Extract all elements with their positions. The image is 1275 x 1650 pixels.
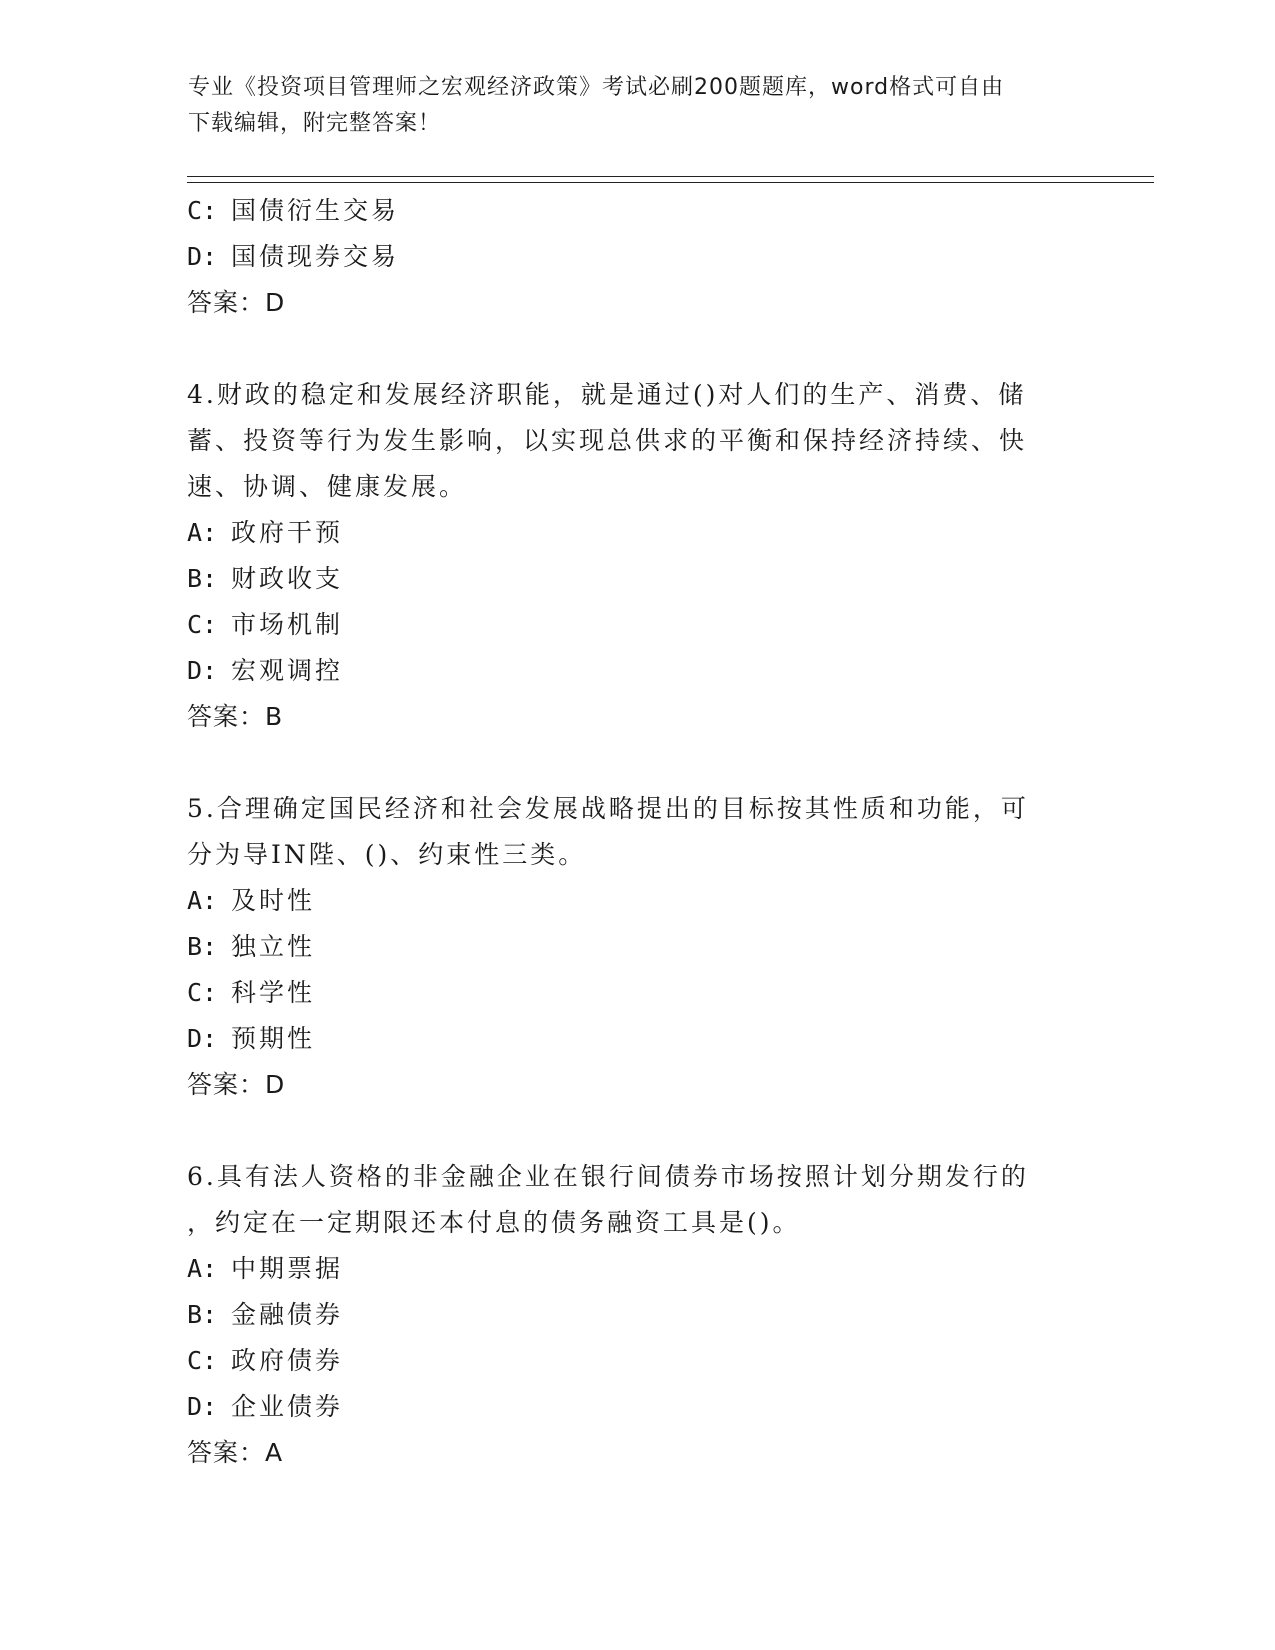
option-letter: A: — [187, 518, 218, 547]
question-fragment — [187, 188, 1087, 326]
option-text: 企业债券 — [231, 1392, 344, 1421]
question-4 — [187, 372, 1087, 740]
option-c — [187, 970, 1087, 1016]
question-5 — [187, 786, 1087, 1108]
question-text-line: 速、协调、健康发展。 — [187, 472, 468, 501]
question-6 — [187, 1154, 1087, 1476]
option-letter: C: — [187, 610, 218, 639]
option-letter: C: — [187, 1346, 218, 1375]
header-line-2: 下载编辑，附完整答案！ — [188, 111, 442, 136]
option-d — [187, 648, 1087, 694]
question-text-line: 蓄、投资等行为发生影响，以实现总供求的平衡和保持经济持续、快 — [187, 426, 1028, 455]
option-text: 国债衍生交易 — [231, 196, 400, 225]
option-text: 政府债券 — [231, 1346, 344, 1375]
option-text: 国债现券交易 — [231, 242, 400, 271]
option-b — [187, 556, 1087, 602]
option-letter: D: — [187, 656, 218, 685]
answer-line: 答案：A — [187, 1438, 284, 1467]
option-text: 宏观调控 — [231, 656, 344, 685]
document-header — [188, 70, 1088, 142]
option-d — [187, 1384, 1087, 1430]
option-d — [187, 1016, 1087, 1062]
question-text-line: 6.具有法人资格的非金融企业在银行间债券市场按照计划分期发行的 — [187, 1162, 1029, 1191]
question-text-line: 4.财政的稳定和发展经济职能，就是通过()对人们的生产、消费、储 — [187, 380, 1027, 409]
option-c — [187, 602, 1087, 648]
answer-line: 答案：B — [187, 702, 284, 731]
header-rule-bottom — [187, 182, 1154, 183]
option-text: 独立性 — [231, 932, 316, 961]
option-c — [187, 1338, 1087, 1384]
option-letter: D: — [187, 1392, 218, 1421]
option-c — [187, 188, 1087, 234]
option-a — [187, 510, 1087, 556]
option-text: 政府干预 — [231, 518, 344, 547]
header-line-1: 专业《投资项目管理师之宏观经济政策》考试必刷200题题库，word格式可自由 — [188, 75, 1005, 100]
answer-line: 答案：D — [187, 288, 286, 317]
option-letter: B: — [187, 564, 218, 593]
option-text: 中期票据 — [231, 1254, 344, 1283]
option-letter: D: — [187, 1024, 218, 1053]
question-text-line: 5.合理确定国民经济和社会发展战略提出的目标按其性质和功能，可 — [187, 794, 1029, 823]
question-text-line: ，约定在一定期限还本付息的债务融资工具是()。 — [187, 1208, 801, 1237]
option-letter: D: — [187, 242, 218, 271]
option-text: 科学性 — [231, 978, 316, 1007]
option-letter: A: — [187, 1254, 218, 1283]
option-text: 市场机制 — [231, 610, 344, 639]
option-letter: C: — [187, 978, 218, 1007]
question-text-line: 分为导IN陛、()、约束性三类。 — [187, 840, 587, 869]
option-b — [187, 1292, 1087, 1338]
option-a — [187, 1246, 1087, 1292]
answer-line: 答案：D — [187, 1070, 286, 1099]
option-a — [187, 878, 1087, 924]
option-d — [187, 234, 1087, 280]
option-text: 及时性 — [231, 886, 316, 915]
option-letter: C: — [187, 196, 218, 225]
option-text: 财政收支 — [231, 564, 344, 593]
question-content — [187, 188, 1087, 1476]
option-letter: B: — [187, 1300, 218, 1329]
option-b — [187, 924, 1087, 970]
option-letter: B: — [187, 932, 218, 961]
option-text: 预期性 — [231, 1024, 316, 1053]
option-letter: A: — [187, 886, 218, 915]
header-rule-top — [187, 176, 1154, 177]
option-text: 金融债券 — [231, 1300, 344, 1329]
